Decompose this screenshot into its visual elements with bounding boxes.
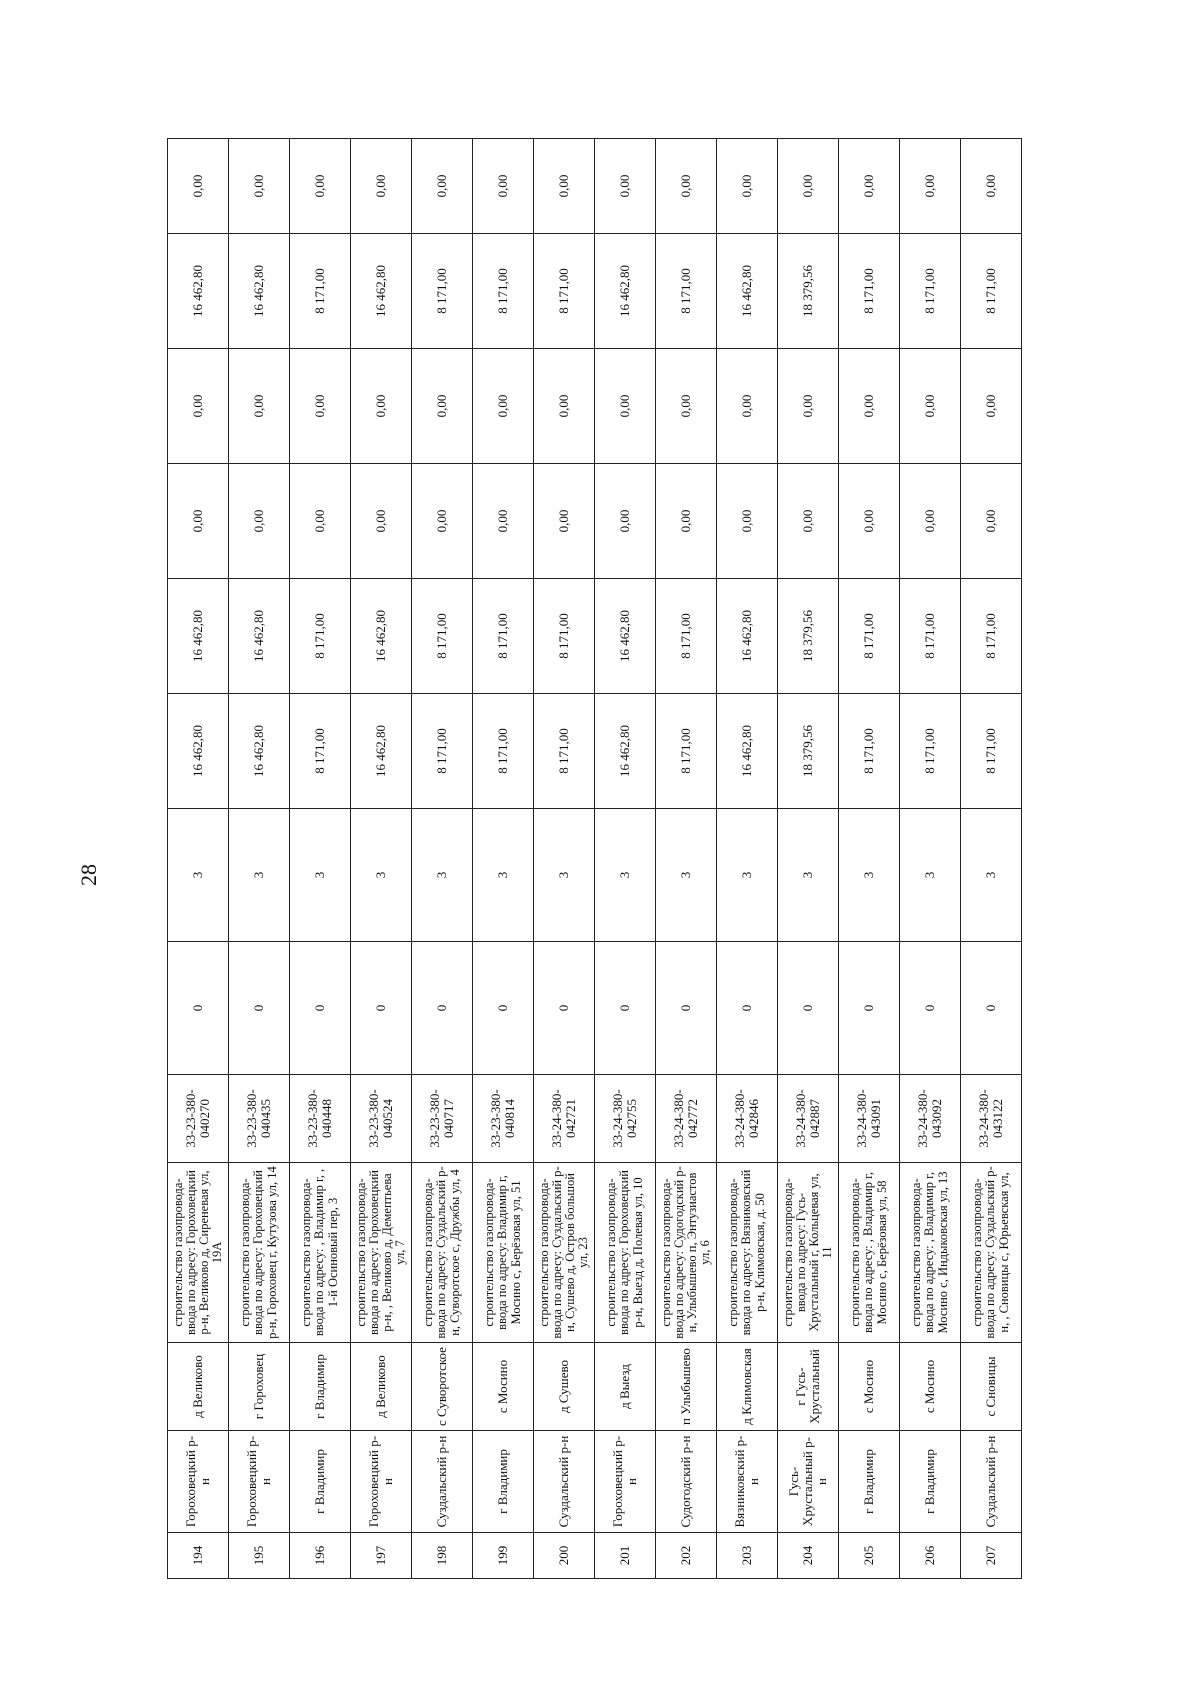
cell-value-1: 0 [961, 942, 1022, 1075]
cell-value-1: 0 [595, 942, 656, 1075]
cell-district: г Владимир [900, 1431, 961, 1533]
cell-value-7: 18 379,56 [778, 234, 839, 349]
cell-value-8: 0,00 [961, 139, 1022, 234]
cell-object-code: 33-24-380-043091 [839, 1075, 900, 1163]
cell-object-code: 33-24-380-042887 [778, 1075, 839, 1163]
cell-value-7: 8 171,00 [839, 234, 900, 349]
cell-value-6: 0,00 [900, 349, 961, 464]
cell-value-6: 0,00 [839, 349, 900, 464]
cell-object-code: 33-23-380-040717 [412, 1075, 473, 1163]
cell-object-code: 33-23-380-040814 [473, 1075, 534, 1163]
cell-value-5: 0,00 [595, 464, 656, 579]
cell-district: Гусь-Хрустальный р-н [778, 1431, 839, 1533]
cell-description: строительство газопровода-ввода по адресу: Вязниковский р-н, Климовская, д. 50 [717, 1163, 778, 1343]
cell-description: строительство газопровода-ввода по адресу: Гороховецкий р-н, Выезд д, Полевая ул, 10 [595, 1163, 656, 1343]
cell-value-8: 0,00 [290, 139, 351, 234]
cell-row-number: 206 [900, 1533, 961, 1579]
cell-locality: с Мосино [900, 1343, 961, 1431]
cell-value-6: 0,00 [534, 349, 595, 464]
cell-value-1: 0 [839, 942, 900, 1075]
cell-district: Гороховецкий р-н [351, 1431, 412, 1533]
cell-value-3: 8 171,00 [839, 694, 900, 809]
cell-district: г Владимир [290, 1431, 351, 1533]
cell-value-6: 0,00 [290, 349, 351, 464]
cell-row-number: 205 [839, 1533, 900, 1579]
cell-value-4: 16 462,80 [717, 579, 778, 694]
cell-locality: г Владимир [290, 1343, 351, 1431]
cell-value-4: 8 171,00 [839, 579, 900, 694]
cell-locality: г Гусь-Хрустальный [778, 1343, 839, 1431]
cell-value-3: 8 171,00 [534, 694, 595, 809]
cell-value-1: 0 [412, 942, 473, 1075]
cell-row-number: 201 [595, 1533, 656, 1579]
cell-value-3: 18 379,56 [778, 694, 839, 809]
cell-value-8: 0,00 [412, 139, 473, 234]
cell-value-1: 0 [290, 942, 351, 1075]
cell-object-code: 33-23-380-040524 [351, 1075, 412, 1163]
cell-value-8: 0,00 [656, 139, 717, 234]
cell-value-4: 8 171,00 [961, 579, 1022, 694]
cell-value-8: 0,00 [839, 139, 900, 234]
cell-value-4: 8 171,00 [290, 579, 351, 694]
cell-value-6: 0,00 [168, 349, 229, 464]
cell-district: г Владимир [839, 1431, 900, 1533]
cell-object-code: 33-24-380-042755 [595, 1075, 656, 1163]
cell-row-number: 194 [168, 1533, 229, 1579]
table-row [656, 139, 717, 1579]
table-row [900, 139, 961, 1579]
cell-description: строительство газопровода-ввода по адресу: , Владимир г, Мосино с, Берёзовая ул, 58 [839, 1163, 900, 1343]
cell-value-4: 18 379,56 [778, 579, 839, 694]
cell-value-7: 16 462,80 [595, 234, 656, 349]
cell-value-4: 8 171,00 [412, 579, 473, 694]
cell-value-1: 0 [229, 942, 290, 1075]
cell-row-number: 196 [290, 1533, 351, 1579]
cell-value-1: 0 [656, 942, 717, 1075]
cell-description: строительство газопровода-ввода по адресу: Гороховецкий р-н, Гороховец г, Кутузова ул, 14 [229, 1163, 290, 1343]
cell-value-2: 3 [961, 809, 1022, 942]
cell-value-5: 0,00 [534, 464, 595, 579]
cell-value-2: 3 [717, 809, 778, 942]
cell-value-1: 0 [351, 942, 412, 1075]
cell-value-7: 16 462,80 [168, 234, 229, 349]
cell-value-3: 8 171,00 [656, 694, 717, 809]
cell-value-7: 8 171,00 [290, 234, 351, 349]
table-row [595, 139, 656, 1579]
cell-value-1: 0 [900, 942, 961, 1075]
cell-row-number: 207 [961, 1533, 1022, 1579]
cell-description: строительство газопровода-ввода по адресу: Суздальский р-н, Суворотское с, Дружбы ул, 4 [412, 1163, 473, 1343]
cell-district: Вязниковский р-н [717, 1431, 778, 1533]
cell-value-4: 16 462,80 [168, 579, 229, 694]
cell-value-4: 8 171,00 [900, 579, 961, 694]
cell-value-5: 0,00 [656, 464, 717, 579]
cell-value-8: 0,00 [351, 139, 412, 234]
cell-object-code: 33-23-380-040448 [290, 1075, 351, 1163]
cell-value-5: 0,00 [778, 464, 839, 579]
cell-value-3: 8 171,00 [473, 694, 534, 809]
cell-value-8: 0,00 [168, 139, 229, 234]
cell-value-2: 3 [351, 809, 412, 942]
cell-value-4: 8 171,00 [473, 579, 534, 694]
table-row [717, 139, 778, 1579]
cell-value-3: 8 171,00 [412, 694, 473, 809]
cell-row-number: 198 [412, 1533, 473, 1579]
cell-value-4: 16 462,80 [351, 579, 412, 694]
cell-value-7: 8 171,00 [961, 234, 1022, 349]
data-table [167, 138, 1022, 1579]
cell-description: строительство газопровода-ввода по адресу: Судогодский р-н, Улыбышево п, Энтузиастов ул, 6 [656, 1163, 717, 1343]
cell-value-2: 3 [839, 809, 900, 942]
cell-value-4: 16 462,80 [595, 579, 656, 694]
cell-description: строительство газопровода-ввода по адресу: Владимир г, Мосино с, Берёзовая ул, 51 [473, 1163, 534, 1343]
cell-value-2: 3 [229, 809, 290, 942]
cell-value-2: 3 [534, 809, 595, 942]
cell-row-number: 204 [778, 1533, 839, 1579]
rotated-table-container [167, 139, 1022, 1579]
cell-value-3: 16 462,80 [168, 694, 229, 809]
cell-row-number: 202 [656, 1533, 717, 1579]
cell-value-5: 0,00 [717, 464, 778, 579]
cell-value-2: 3 [900, 809, 961, 942]
cell-value-2: 3 [778, 809, 839, 942]
cell-value-3: 8 171,00 [290, 694, 351, 809]
cell-value-2: 3 [473, 809, 534, 942]
table-row [290, 139, 351, 1579]
cell-value-5: 0,00 [290, 464, 351, 579]
cell-value-3: 16 462,80 [595, 694, 656, 809]
cell-object-code: 33-23-380-040435 [229, 1075, 290, 1163]
cell-value-7: 16 462,80 [229, 234, 290, 349]
cell-locality: д Сушево [534, 1343, 595, 1431]
cell-value-3: 16 462,80 [717, 694, 778, 809]
cell-locality: д Выезд [595, 1343, 656, 1431]
cell-value-1: 0 [717, 942, 778, 1075]
cell-value-6: 0,00 [473, 349, 534, 464]
cell-value-8: 0,00 [717, 139, 778, 234]
cell-value-6: 0,00 [778, 349, 839, 464]
cell-value-6: 0,00 [351, 349, 412, 464]
table-row [412, 139, 473, 1579]
cell-object-code: 33-24-380-042772 [656, 1075, 717, 1163]
cell-row-number: 199 [473, 1533, 534, 1579]
cell-value-6: 0,00 [656, 349, 717, 464]
page-number: 28 [76, 864, 101, 886]
cell-locality: д Великово [168, 1343, 229, 1431]
cell-value-7: 8 171,00 [534, 234, 595, 349]
cell-row-number: 195 [229, 1533, 290, 1579]
cell-value-4: 8 171,00 [534, 579, 595, 694]
cell-value-2: 3 [595, 809, 656, 942]
cell-value-3: 8 171,00 [900, 694, 961, 809]
cell-value-6: 0,00 [412, 349, 473, 464]
cell-value-8: 0,00 [595, 139, 656, 234]
cell-object-code: 33-24-380-042721 [534, 1075, 595, 1163]
cell-value-1: 0 [534, 942, 595, 1075]
table-row [839, 139, 900, 1579]
cell-value-3: 16 462,80 [229, 694, 290, 809]
cell-value-5: 0,00 [839, 464, 900, 579]
cell-value-7: 8 171,00 [900, 234, 961, 349]
cell-value-8: 0,00 [473, 139, 534, 234]
cell-row-number: 200 [534, 1533, 595, 1579]
cell-description: строительство газопровода-ввода по адресу: , Владимир г, Мосино с, Индыковская ул, 13 [900, 1163, 961, 1343]
cell-object-code: 33-24-380-043092 [900, 1075, 961, 1163]
cell-value-7: 8 171,00 [412, 234, 473, 349]
cell-district: Судогодский р-н [656, 1431, 717, 1533]
cell-value-8: 0,00 [229, 139, 290, 234]
cell-description: строительство газопровода-ввода по адресу: Гусь-Хрустальный г, Кольцевая ул, 11 [778, 1163, 839, 1343]
cell-locality: г Гороховец [229, 1343, 290, 1431]
cell-value-5: 0,00 [473, 464, 534, 579]
table-body [168, 139, 1022, 1579]
cell-value-7: 8 171,00 [656, 234, 717, 349]
cell-district: Гороховецкий р-н [168, 1431, 229, 1533]
cell-value-5: 0,00 [900, 464, 961, 579]
table-row [229, 139, 290, 1579]
cell-district: Гороховецкий р-н [595, 1431, 656, 1533]
cell-locality: с Сновицы [961, 1343, 1022, 1431]
cell-description: строительство газопровода-ввода по адресу: , Владимир г, , 1-й Осиновый пер, 3 [290, 1163, 351, 1343]
cell-value-4: 8 171,00 [656, 579, 717, 694]
cell-value-7: 8 171,00 [473, 234, 534, 349]
cell-value-5: 0,00 [961, 464, 1022, 579]
table-row [168, 139, 229, 1579]
table-row [351, 139, 412, 1579]
cell-description: строительство газопровода-ввода по адресу: Суздальский р-н, , Сновицы с, Юрьевская ул, [961, 1163, 1022, 1343]
cell-description: строительство газопровода-ввода по адресу: Суздальский р-н, Сушево д, Остров большой ул, 23 [534, 1163, 595, 1343]
table-row [961, 139, 1022, 1579]
cell-value-5: 0,00 [229, 464, 290, 579]
cell-value-2: 3 [290, 809, 351, 942]
cell-value-6: 0,00 [229, 349, 290, 464]
cell-locality: п Улыбышево [656, 1343, 717, 1431]
table-row [778, 139, 839, 1579]
cell-row-number: 203 [717, 1533, 778, 1579]
cell-locality: с Мосино [839, 1343, 900, 1431]
cell-value-4: 16 462,80 [229, 579, 290, 694]
cell-value-2: 3 [168, 809, 229, 942]
cell-district: Суздальский р-н [961, 1431, 1022, 1533]
cell-district: Суздальский р-н [534, 1431, 595, 1533]
cell-value-6: 0,00 [961, 349, 1022, 464]
cell-value-5: 0,00 [351, 464, 412, 579]
cell-value-5: 0,00 [412, 464, 473, 579]
cell-value-6: 0,00 [595, 349, 656, 464]
cell-locality: с Суворотское [412, 1343, 473, 1431]
cell-value-5: 0,00 [168, 464, 229, 579]
cell-value-7: 16 462,80 [351, 234, 412, 349]
cell-value-1: 0 [168, 942, 229, 1075]
cell-value-7: 16 462,80 [717, 234, 778, 349]
cell-district: Суздальский р-н [412, 1431, 473, 1533]
cell-object-code: 33-24-380-042846 [717, 1075, 778, 1163]
cell-district: Гороховецкий р-н [229, 1431, 290, 1533]
cell-row-number: 197 [351, 1533, 412, 1579]
cell-value-1: 0 [473, 942, 534, 1075]
cell-object-code: 33-23-380-040270 [168, 1075, 229, 1163]
cell-locality: д Великово [351, 1343, 412, 1431]
cell-value-3: 8 171,00 [961, 694, 1022, 809]
table-row [534, 139, 595, 1579]
cell-locality: с Мосино [473, 1343, 534, 1431]
cell-value-1: 0 [778, 942, 839, 1075]
cell-description: строительство газопровода-ввода по адресу: Гороховецкий р-н, , Великово д, Демептьева ул, 7 [351, 1163, 412, 1343]
cell-object-code: 33-24-380-043122 [961, 1075, 1022, 1163]
cell-value-8: 0,00 [778, 139, 839, 234]
cell-description: строительство газопровода-ввода по адресу: Гороховецкий р-н, Великово д, Сиреневая ул, 19А [168, 1163, 229, 1343]
cell-value-6: 0,00 [717, 349, 778, 464]
table-row [473, 139, 534, 1579]
cell-locality: д Климовская [717, 1343, 778, 1431]
cell-value-8: 0,00 [900, 139, 961, 234]
cell-value-3: 16 462,80 [351, 694, 412, 809]
cell-value-2: 3 [656, 809, 717, 942]
cell-district: г Владимир [473, 1431, 534, 1533]
cell-value-8: 0,00 [534, 139, 595, 234]
cell-value-2: 3 [412, 809, 473, 942]
